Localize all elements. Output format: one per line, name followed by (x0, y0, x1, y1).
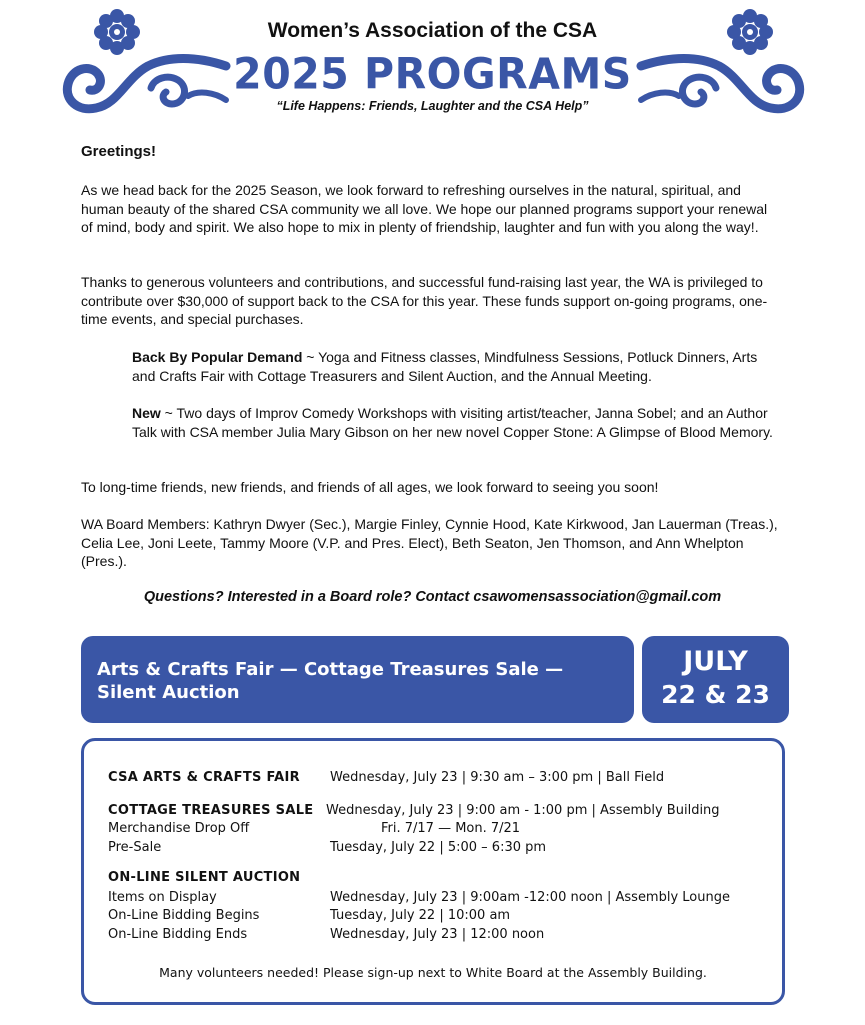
event-banner (81, 636, 634, 723)
tagline: “Life Happens: Friends, Laughter and the CSA Help” (276, 99, 589, 113)
fair-label: CSA ARTS & CRAFTS FAIR (108, 770, 300, 785)
dropoff-label: Merchandise Drop Off (108, 821, 250, 836)
bidding-ends-label: On-Line Bidding Ends (108, 927, 248, 942)
presale-label: Pre-Sale (108, 840, 162, 855)
popular-demand-label: Back By Popular Demand (132, 349, 303, 365)
greeting: Greetings! (81, 143, 157, 160)
event-days: 22 & 23 (661, 680, 770, 709)
new-programs-item (132, 404, 782, 441)
cottage-sale-label: COTTAGE TREASURES SALE (108, 803, 314, 818)
popular-demand-text: ~ Yoga and Fitness classes, Mindfulness Sessions, Potluck Dinners, Arts and Crafts Fair with Cottage Treasurers and Silent Auction, and the Annual Meeting. (132, 349, 758, 384)
welcome-paragraph: To long-time friends, new friends, and friends of all ages, we look forward to seeing you soon! (81, 479, 659, 495)
intro-paragraph: As we head back for the 2025 Season, we look forward to refreshing ourselves in the natural, spiritual, and human beauty of the shared CSA community we all love. We hope our planned programs support your renewal of mind, body and spirit. We also hope to mix in plenty of friendship, laughter and fun with you along the way!. (81, 182, 768, 235)
header (0, 0, 865, 125)
board-members-paragraph: WA Board Members: Kathryn Dwyer (Sec.), Margie Finley, Cynnie Hood, Kate Kirkwood, Jan Lauerman (Treas.), Celia Lee, Joni Leete, Tammy Moore (V.P. and Pres. Elect), Beth Seaton, Jen Thomson, and Ann Whelpton (Pres.). (81, 516, 778, 569)
event-title: Arts & Crafts Fair — Cottage Treasures Sale — Silent Auction (97, 659, 564, 703)
display-detail: Wednesday, July 23 | 9:00am -12:00 noon | Assembly Lounge (330, 890, 730, 905)
funding-paragraph: Thanks to generous volunteers and contributions, and successful fund-raising last year, the WA is privileged to contribute over $30,000 of support back to the CSA for this year. These funds support on-going programs, one-time events, and special purchases. (81, 274, 768, 327)
new-label: New (132, 405, 161, 421)
dropoff-detail: Fri. 7/17 — Mon. 7/21 (381, 821, 521, 836)
bidding-begins-detail: Tuesday, July 22 | 10:00 am (330, 908, 511, 923)
event-month: JULY (683, 646, 748, 677)
new-text: ~ Two days of Improv Comedy Workshops with visiting artist/teacher, Janna Sobel; and an Author Talk with CSA member Julia Mary Gibson on her new novel Copper Stone: A Glimpse of Blood Memory. (132, 405, 773, 440)
fair-detail: Wednesday, July 23 | 9:30 am – 3:00 pm | Ball Field (330, 770, 665, 785)
cottage-sale-detail: Wednesday, July 23 | 9:00 am - 1:00 pm | Assembly Building (326, 803, 720, 818)
contact-question: Questions? Interested in a Board role? Contact csawomensassociation@gmail.com (143, 589, 722, 605)
presale-detail: Tuesday, July 22 | 5:00 – 6:30 pm (330, 840, 547, 855)
bidding-ends-detail: Wednesday, July 23 | 12:00 noon (330, 927, 545, 942)
event-schedule (81, 738, 785, 1005)
volunteer-note: Many volunteers needed! Please sign-up next to White Board at the Assembly Building. (159, 965, 707, 980)
page-title: 2025 PROGRAMS (233, 48, 632, 100)
auction-label: ON-LINE SILENT AUCTION (108, 870, 301, 885)
organization-name: Women’s Association of the CSA (267, 19, 598, 42)
bidding-begins-label: On-Line Bidding Begins (108, 908, 260, 923)
display-label: Items on Display (108, 890, 217, 905)
event-date-box (642, 636, 789, 723)
popular-demand-item (132, 348, 782, 385)
